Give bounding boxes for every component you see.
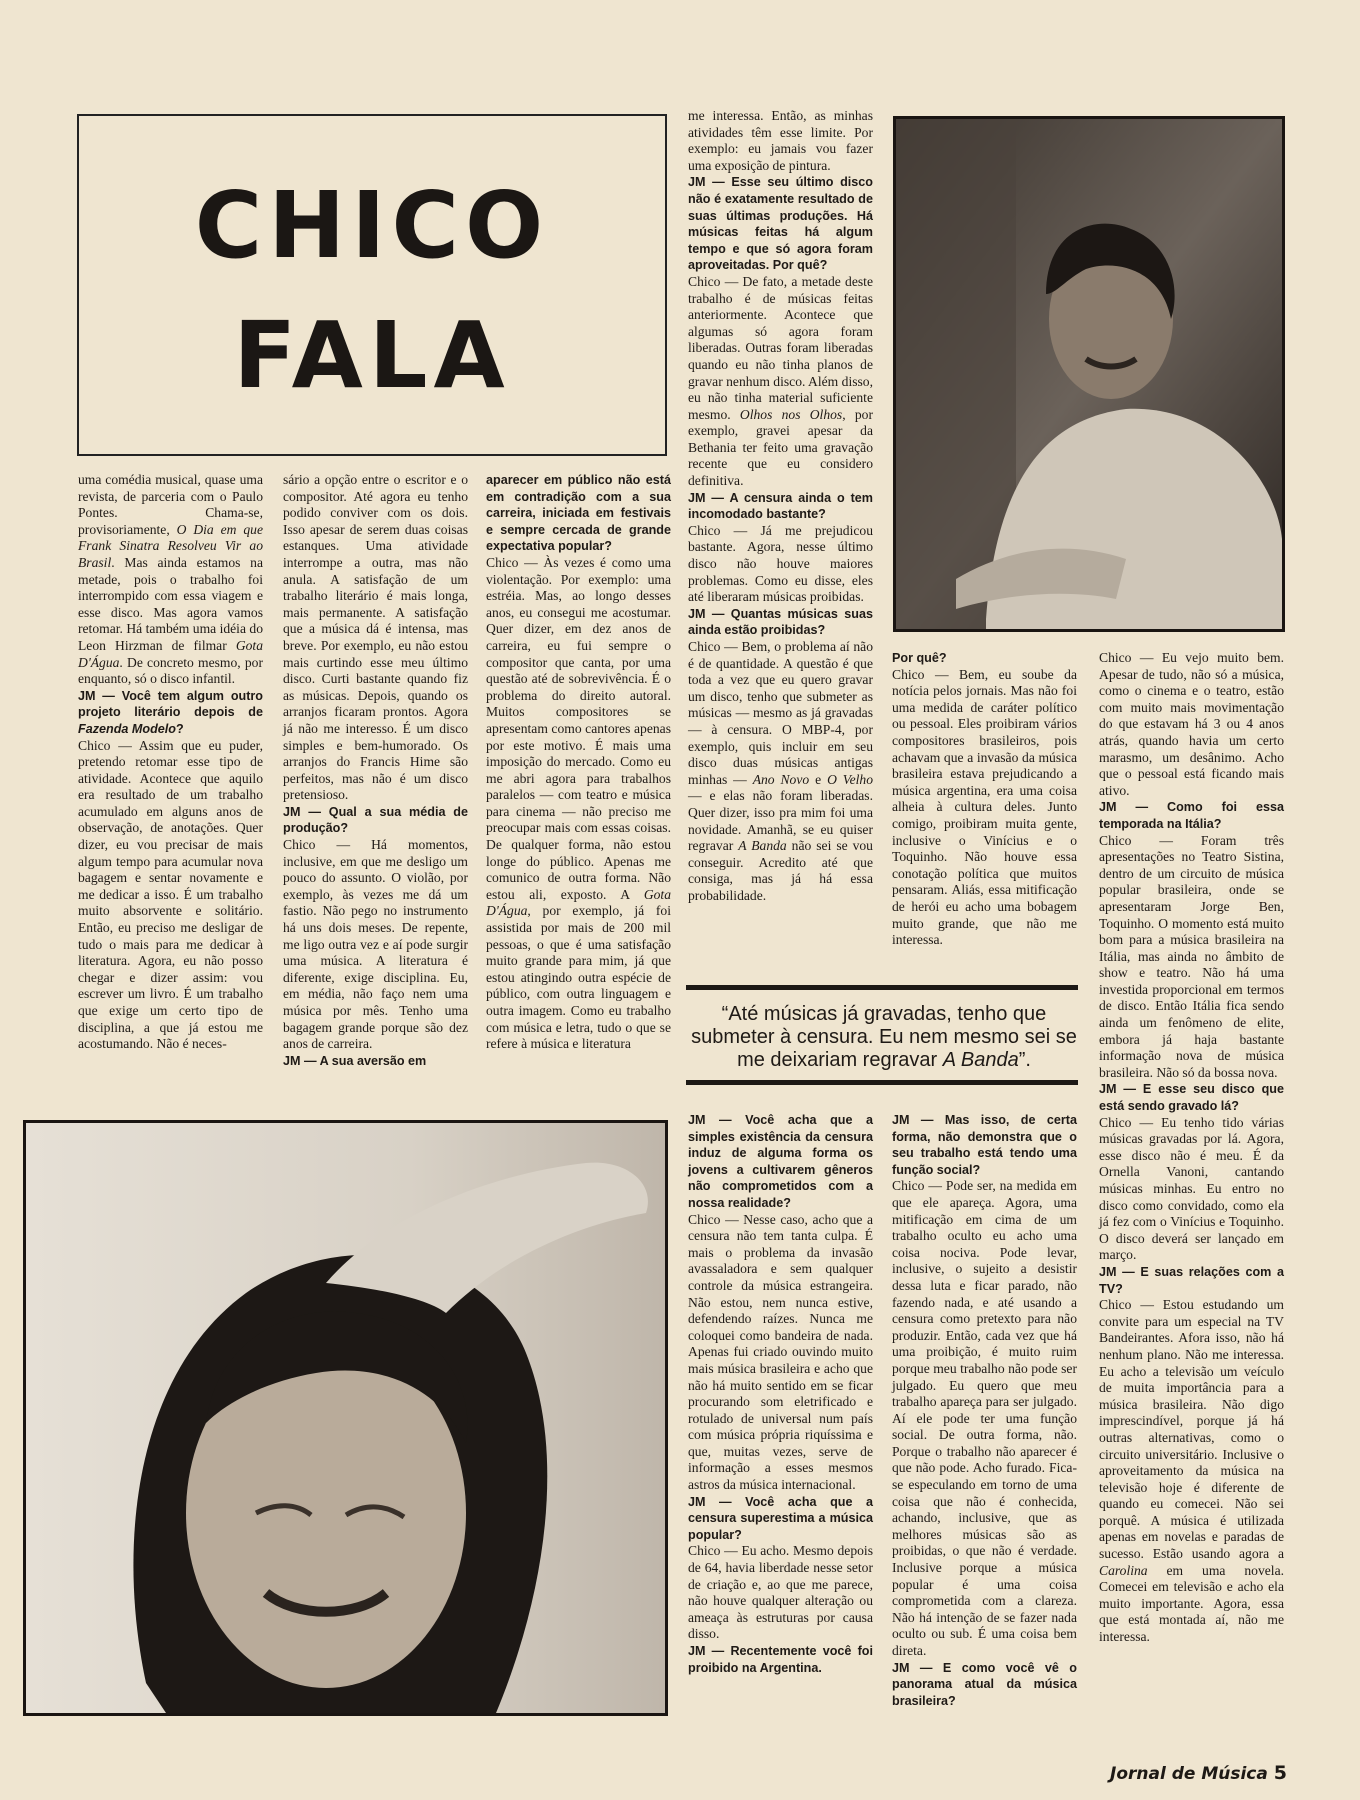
answer-text: Olhos nos Olhos — [739, 406, 843, 422]
answer-text: . Mas ainda estamos na metade, pois o trabalho foi interrompido com essa viagem e esse disco. Mas agora vamos retomar. Há também uma idéia do Leon Hirzman de filmar — [78, 554, 263, 653]
question-text: JM — Recentemente você foi proibido na Argentina. — [688, 1644, 873, 1675]
quote-rule-top — [686, 985, 1078, 990]
answer-text: me interessa. Então, as minhas atividades têm esse limite. Por exemplo: eu jamais vou fazer uma exposição de pintura. — [688, 108, 873, 173]
question-text: JM — Você acha que a simples existência da censura induz de alguma forma os jovens a cultivarem gêneros não comprometidos com a nossa realidade? — [688, 1113, 873, 1210]
footer-masthead: Jornal de Música — [1110, 1764, 1268, 1784]
column-5 — [1099, 650, 1284, 1646]
question-text: JM — Como foi essa temporada na Itália? — [1099, 800, 1284, 831]
answer-text: uma comédia musical, quase uma revista, de parceria com o Paulo Pontes. Chama-se, provisoriamente, — [78, 472, 263, 537]
question-text: JM — Qual a sua média de produção? — [283, 804, 468, 836]
photo-portrait-icon — [896, 119, 1282, 629]
question-text: aparecer em público não está em contradição com a sua carreira, iniciada em festivais e sempre cercada de grande expectativa popular? — [486, 473, 671, 554]
answer-text: e — [809, 771, 828, 787]
pull-quote — [684, 1003, 1084, 1072]
question-text: JM — E como você vê o panorama atual da música brasileira? — [892, 1660, 1077, 1708]
question-text: JM — Você tem algum outro projeto literário depois de — [78, 688, 263, 720]
question-text: JM — E suas relações com a TV? — [1099, 1264, 1284, 1296]
title-box — [77, 114, 667, 456]
pull-quote-text: “Até músicas já gravadas, tenho que submeter à censura. Eu nem mesmo sei se me deixariam regravar — [691, 1003, 1077, 1071]
photo-portrait-icon — [26, 1123, 665, 1713]
column-3a — [688, 108, 873, 905]
answer-text: Gota D'Água — [78, 637, 263, 670]
pull-quote-italic: A Banda — [942, 1049, 1019, 1071]
column-4 — [892, 650, 1077, 949]
column-6 — [688, 1112, 873, 1676]
column-text — [892, 650, 1077, 949]
answer-text: Chico — Eu acho. Mesmo depois de 64, havia liberdade nesse setor de criação e, ao que me parece, não houve qualquer alteração ou ameaça às estruturas por causa disso. — [688, 1543, 873, 1642]
pull-quote-end: ”. — [1018, 1049, 1031, 1071]
answer-text: A Banda — [738, 838, 787, 854]
answer-text: Chico — De fato, a metade deste trabalho é de músicas feitas anteriormente. Acontece que algumas só agora foram liberadas. Outras foram liberadas quando eu não tinha planos de gravar nenhum disco. Além disso, eu não tinha material suficiente mesmo. — [688, 273, 873, 422]
question-text: Fazenda Modelo — [78, 721, 176, 736]
answer-text: em uma novela. Comecei em televisão e acho ela muito importante. Agora, essa que está montada aí, não me interessa. — [1099, 1562, 1284, 1645]
answer-text: Chico — Às vezes é como uma violentação. Por exemplo: uma estréia. Mas, ao longo desses anos, eu consegui me acostumar. Quer dizer, em dez anos de carreira, eu fui sempre o compositor que canta, por uma questão até de sobrevivência. É o problema do direito autoral. Muitos compositores se apresentam como cantores apenas por este motivo. É mais uma imposição do mercado. Como eu me abri agora para trabalhos paralelos — com teatro e música para cinema — não preciso me preocupar mais com essas coisas. De qualquer forma, não estou longe do público. Apenas me comunico de outra forma. Não estou ali, exposto. A — [486, 554, 671, 902]
question-text: ? — [175, 721, 184, 736]
answer-text: . De concreto mesmo, por enquanto, só o disco infantil. — [78, 654, 263, 687]
column-text — [688, 1112, 873, 1676]
question-text: Por quê? — [892, 651, 947, 665]
answer-text: Chico — Já me prejudicou bastante. Agora, nesse último disco não houve maiores problemas. Como eu disse, eles até liberaram músicas proibidas. — [688, 522, 873, 605]
question-text: JM — A sua aversão em — [283, 1053, 427, 1068]
answer-text: Chico — Bem, eu soube da notícia pelos jornais. Mas não foi uma medida de caráter político ou pessoal. Eles proibiram vários compositores brasileiros, pois achavam que a invasão da música brasileira estava prejudicando a música argentina, era uma coisa alheia à cultura deles. Junto comigo, proibiram muita gente, inclusive o Vinícius e o Toquinho. Não houve essa conotação política que muitos pensaram. Aliás, essa mitificação de herói eu acho uma bobagem muito grande, que não me interessa. — [892, 666, 1077, 948]
answer-text: O Dia em que Frank Sinatra Resolveu Vir ao Brasil — [78, 521, 263, 570]
answer-text: Chico — Pode ser, na medida em que ele apareça. Agora, uma mitificação em cima de um trabalho oculto eu acho uma coisa nociva. Pode levar, inclusive, o sujeito a desistir dessa luta e ficar parado, não fazendo nada, e até usando a censura como pretexto para não produzir. Então, cada vez que há uma proibição, é muito ruim porque meu trabalho não pode ser julgado. Eu quero que meu trabalho apareça para ser julgado. Aí ele pode ter uma função social. De outra forma, não. Porque o trabalho não aparecer é que não pode. Acho furado. Fica-se especulando em torno de uma coisa que não é conhecida, achando, inclusive, que as melhores músicas são as proibidas, o que não é verdade. Inclusive porque a música popular é uma coisa comprometida com a clareza. Não há intenção de se fazer nada oculto ou sub. É uma coisa bem direta. — [892, 1178, 1077, 1658]
answer-text: Gota D'Água — [486, 886, 671, 919]
answer-text: Ano Novo — [752, 771, 810, 787]
column-text — [688, 108, 873, 905]
answer-text: Chico — Eu vejo muito bem. Apesar de tudo, não só a música, como o cinema e o teatro, estão com muito mais movimentação do que estavam há 3 ou 4 anos atrás, quando havia um certo marasmo, um desânimo. Acho que o pessoal está ficando mais ativo. — [1099, 650, 1284, 798]
question-text: JM — Você acha que a censura superestima a música popular? — [688, 1494, 873, 1542]
photo-portrait-hand-on-head — [23, 1120, 668, 1716]
answer-text: Chico — Nesse caso, acho que a censura não tem tanta culpa. É mais o problema da invasão avassaladora e sem qualquer controle da música estrangeira. Não estou, nem nunca estive, defendendo raízes. Nunca me coloquei como bandeira de nada. Apenas fui criado ouvindo muito mais música brasileira e acho que não há muito sentido em se ficar procurando som eletrificado e rotulado de universal num país com música própria riquíssima e que, muitas vezes, serve de informação a esses mesmos astros da música internacional. — [688, 1211, 873, 1493]
answer-text: Chico — Há momentos, inclusive, em que me desligo um pouco do assunto. O violão, por exemplo, às vezes me dá um fastio. Não pego no instrumento há uns dois meses. De repente, me ligo outra vez e aí pode surgir uma música. A literatura é diferente, exige disciplina. Eu, em média, não faço nem uma música por mês. Tenho uma bagagem grande porque são dez anos de carreira. — [283, 837, 468, 1052]
question-text: JM — E esse seu disco que está sendo gravado lá? — [1099, 1082, 1284, 1114]
question-text: JM — Quantas músicas suas ainda estão proibidas? — [688, 606, 873, 638]
column-text — [486, 472, 671, 1053]
answer-text: , por exemplo, já foi assistida por mais de 200 mil pessoas, o que é uma satisfação muito grande para mim, já que estou atingindo outra espécie de público, com outra linguagem e outra imagem. Como eu trabalho com música e letra, tudo o que se refere à música e literatura — [486, 903, 671, 1052]
answer-text: — e elas não foram liberadas. Quer dizer, isso pra mim foi uma novidade. Amanhã, se eu quiser regravar — [688, 788, 873, 854]
footer — [1110, 1762, 1287, 1784]
answer-text: sário a opção entre o escritor e o compositor. Até agora eu tenho podido conviver com os dois. Isso apesar de serem duas coisas estanques. Uma atividade interrompe a outra, mas não anula. A satisfação de um trabalho literário é mais longa, mais permanente. A satisfação que a música dá é intensa, mas breve. Por exemplo, eu não estou mais curtindo esse meu último disco. Curti bastante quando fiz as músicas. Depois, quando os arranjos ficaram prontos. Agora já não me interesso. É um disco simples e bem-humorado. Os arranjos do Francis Hime são perfeitos, mas não é um disco pretensioso. — [283, 472, 468, 803]
answer-text: , por exemplo, gravei apesar da Bethania ter feito uma gravação recente que eu considero definitiva. — [688, 406, 873, 489]
answer-text: Chico — Foram três apresentações no Teatro Sistina, dentro de um circuito de música popular brasileira, onde se apresentaram Jorge Ben, Toquinho. O momento está muito bom para a música brasileira na Itália, mas ainda no âmbito de show e teatro. Não há uma investida proporcional em termos de disco. Então Itália fica sendo ainda um fenômeno de elite, embora já haja bastante informação nova de música brasileira. Não só da bossa nova. — [1099, 832, 1284, 1080]
title-line-1: CHICO — [194, 172, 550, 279]
column-text — [892, 1112, 1077, 1709]
answer-text: Chico — Estou estudando um convite para um especial na TV Bandeirantes. Afora isso, não há nenhum plano. Não me interessa. Eu acho a televisão um veículo de muita importância para a música brasileira. Não digo imprescindível, porque já há outras alternativas, como o circuito universitário. Inclusive o aproveitamento da música na televisão hoje é diferente de quando eu comecei. Não sei porquê. A música é utilizada apenas em novelas e paradas de sucesso. Estão usando agora a — [1099, 1297, 1284, 1562]
title-line-2: FALA — [233, 302, 511, 409]
column-1 — [78, 472, 263, 1053]
answer-text: Chico — Eu tenho tido várias músicas gravadas por lá. Agora, esse disco não é meu. É da Ornella Vanoni, cantando músicas minhas. Eu entro no disco como convidado, como ela já fez com o Vinícius e Toquinho. O disco deverá ser lançado em março. — [1099, 1114, 1284, 1263]
answer-text: Carolina — [1099, 1562, 1148, 1578]
answer-text: Chico — Assim que eu puder, pretendo retomar esse tipo de atividade. Acontece que aquilo era resultado de um trabalho acumulado em alguns anos de observação, de anotações. Quer dizer, eu vou precisar de mais algum tempo para acumular nova bagagem e sentar novamente e me dedicar a isso. É um trabalho muito absorvente e solitário. Então, eu preciso me desligar de tudo o mais para me dedicar à literatura. Agora, eu não posso chegar e dizer assim: vou escrever um livro. É um trabalho que exige um certo tipo de disciplina, a que já estou me acostumando. Não é neces- — [78, 737, 263, 1052]
column-text — [1099, 650, 1284, 1646]
column-2 — [283, 472, 468, 1069]
column-text — [78, 472, 263, 1053]
question-text: JM — Mas isso, de certa forma, não demonstra que o seu trabalho está tendo uma função social? — [892, 1113, 1077, 1177]
photo-portrait-seated — [893, 116, 1285, 632]
quote-rule-bottom — [686, 1080, 1078, 1085]
answer-text: Chico — Bem, o problema aí não é de quantidade. A questão é que toda a vez que eu quero gravar um disco, tenho que submeter as músicas — mesmo as já gravadas — à censura. O MBP-4, por exemplo, quis incluir em seu disco duas músicas antigas minhas — — [688, 639, 873, 787]
question-text: JM — A censura ainda o tem incomodado bastante? — [688, 490, 873, 522]
question-text: JM — Esse seu último disco não é exatamente resultado de suas últimas produções. Há músicas feitas há algum tempo e que só agora foram aproveitadas. Por quê? — [688, 175, 873, 273]
footer-page-number: 5 — [1273, 1762, 1287, 1784]
column-7 — [892, 1112, 1077, 1709]
answer-text: O Velho — [827, 771, 873, 787]
column-3 — [486, 472, 671, 1053]
column-text — [283, 472, 468, 1069]
answer-text: não sei se vou conseguir. Acredito até que consiga, mas já há essa probabilidade. — [688, 838, 873, 903]
